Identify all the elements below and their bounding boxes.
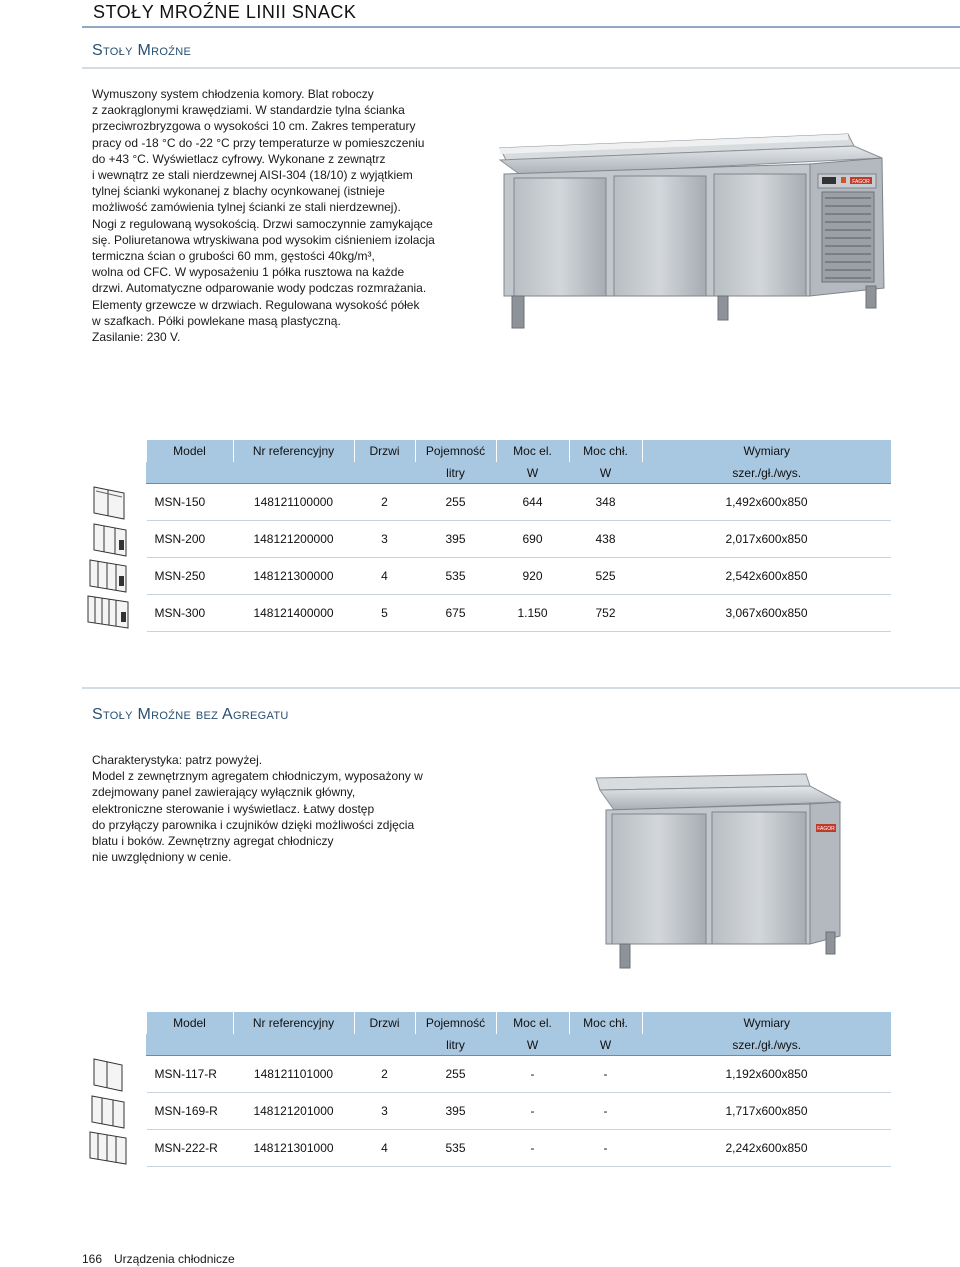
cell-dimensions: 2,542x600x850 bbox=[642, 558, 891, 595]
model-thumbnail-msn-150 bbox=[92, 485, 132, 521]
unit-cooling-power: W bbox=[569, 1034, 642, 1056]
cell-doors: 3 bbox=[354, 521, 415, 558]
unit-dimensions: szer./gł./wys. bbox=[642, 1034, 891, 1056]
cell-model: MSN-250 bbox=[147, 558, 234, 595]
unit-power: W bbox=[496, 462, 569, 484]
cell-dimensions: 1,492x600x850 bbox=[642, 484, 891, 521]
brand-logo: FAGOR bbox=[817, 826, 835, 832]
col-header-model: Model bbox=[147, 440, 234, 462]
table-row bbox=[147, 521, 892, 558]
cell-ref: 148121100000 bbox=[233, 484, 354, 521]
cell-power: 644 bbox=[496, 484, 569, 521]
cell-dimensions: 3,067x600x850 bbox=[642, 595, 891, 632]
cell-capacity: 535 bbox=[415, 1130, 496, 1167]
section-title-freezer-tables: Stoły Mroźne bbox=[92, 42, 192, 59]
unit-doors bbox=[354, 462, 415, 484]
cell-model: MSN-300 bbox=[147, 595, 234, 632]
cell-power: - bbox=[496, 1056, 569, 1093]
cell-dimensions: 1,192x600x850 bbox=[642, 1056, 891, 1093]
cell-power: 920 bbox=[496, 558, 569, 595]
col-header-doors: Drzwi bbox=[354, 440, 415, 462]
cell-model: MSN-169-R bbox=[147, 1093, 234, 1130]
col-header-ref: Nr referencyjny bbox=[233, 1012, 354, 1034]
cell-ref: 148121301000 bbox=[233, 1130, 354, 1167]
cell-doors: 2 bbox=[354, 1056, 415, 1093]
cell-model: MSN-117-R bbox=[147, 1056, 234, 1093]
table-row bbox=[147, 484, 892, 521]
col-header-capacity: Pojemność bbox=[415, 1012, 496, 1034]
section-divider bbox=[82, 67, 960, 69]
model-thumbnail-msn-200 bbox=[92, 522, 132, 558]
table-row bbox=[147, 1130, 892, 1167]
cell-ref: 148121300000 bbox=[233, 558, 354, 595]
unit-power: W bbox=[496, 1034, 569, 1056]
cell-model: MSN-150 bbox=[147, 484, 234, 521]
table-row bbox=[147, 595, 892, 632]
page-number: 166 bbox=[82, 1252, 103, 1266]
col-header-cooling-power: Moc chł. bbox=[569, 440, 642, 462]
col-header-cooling-power: Moc chł. bbox=[569, 1012, 642, 1034]
cell-doors: 3 bbox=[354, 1093, 415, 1130]
section-divider bbox=[82, 687, 960, 689]
cell-capacity: 395 bbox=[415, 521, 496, 558]
cell-cooling-power: - bbox=[569, 1056, 642, 1093]
cell-capacity: 255 bbox=[415, 1056, 496, 1093]
col-header-dimensions: Wymiary bbox=[642, 440, 891, 462]
table-row bbox=[147, 1093, 892, 1130]
cell-power: - bbox=[496, 1130, 569, 1167]
cell-dimensions: 2,242x600x850 bbox=[642, 1130, 891, 1167]
col-header-power: Moc el. bbox=[496, 1012, 569, 1034]
spec-table-remote-freezer bbox=[146, 1012, 891, 1167]
cell-cooling-power: - bbox=[569, 1130, 642, 1167]
brand-logo: FAGOR bbox=[852, 179, 870, 185]
col-header-model: Model bbox=[147, 1012, 234, 1034]
unit-capacity: litry bbox=[415, 1034, 496, 1056]
model-thumbnail-msn-169-r bbox=[90, 1094, 132, 1130]
model-thumbnail-msn-222-r bbox=[88, 1130, 132, 1166]
cell-doors: 5 bbox=[354, 595, 415, 632]
cell-cooling-power: - bbox=[569, 1093, 642, 1130]
section2-description-text: Charakterystyka: patrz powyżej. Model z zewnętrznym agregatem chłodniczym, wyposażony w zdejmowany panel zawierający wyłącznik główny, elektroniczne sterowanie i wyświetlacz. Łatwy dostęp do przyłączy parownika i czujników dzięki możliwości zdjęcia blatu i boków. Zewnętrzny agregat chłodniczy nie uwzględniony w cenie. bbox=[92, 753, 423, 865]
cell-model: MSN-200 bbox=[147, 521, 234, 558]
col-header-ref: Nr referencyjny bbox=[233, 440, 354, 462]
table-row bbox=[147, 558, 892, 595]
footer-label: Urządzenia chłodnicze bbox=[114, 1252, 235, 1266]
col-header-dimensions: Wymiary bbox=[642, 1012, 891, 1034]
unit-model bbox=[147, 1034, 234, 1056]
cell-ref: 148121400000 bbox=[233, 595, 354, 632]
cell-power: - bbox=[496, 1093, 569, 1130]
cell-capacity: 395 bbox=[415, 1093, 496, 1130]
model-thumbnail-msn-117-r bbox=[92, 1057, 132, 1093]
cell-dimensions: 2,017x600x850 bbox=[642, 521, 891, 558]
unit-model bbox=[147, 462, 234, 484]
freezer-table-product-image bbox=[492, 128, 892, 330]
unit-dimensions: szer./gł./wys. bbox=[642, 462, 891, 484]
title-rule bbox=[82, 26, 960, 28]
cell-capacity: 675 bbox=[415, 595, 496, 632]
cell-cooling-power: 752 bbox=[569, 595, 642, 632]
cell-power: 690 bbox=[496, 521, 569, 558]
cell-ref: 148121201000 bbox=[233, 1093, 354, 1130]
cell-doors: 4 bbox=[354, 1130, 415, 1167]
unit-doors bbox=[354, 1034, 415, 1056]
unit-cooling-power: W bbox=[569, 462, 642, 484]
cell-ref: 148121200000 bbox=[233, 521, 354, 558]
ventilation-grille bbox=[822, 192, 874, 282]
col-header-capacity: Pojemność bbox=[415, 440, 496, 462]
remote-freezer-table-product-image bbox=[592, 772, 850, 972]
cell-dimensions: 1,717x600x850 bbox=[642, 1093, 891, 1130]
unit-ref bbox=[233, 462, 354, 484]
cell-capacity: 535 bbox=[415, 558, 496, 595]
cell-ref: 148121101000 bbox=[233, 1056, 354, 1093]
section2-description bbox=[92, 752, 492, 865]
unit-capacity: litry bbox=[415, 462, 496, 484]
cell-model: MSN-222-R bbox=[147, 1130, 234, 1167]
spec-table-freezer bbox=[146, 440, 891, 632]
model-thumbnail-msn-300 bbox=[86, 594, 132, 630]
section1-description-text: Wymuszony system chłodzenia komory. Blat roboczy z zaokrąglonymi krawędziami. W standardzie tylna ścianka przeciwrozbryzgowa o wysokości 10 cm. Zakres temperatury pracy od -18 °C do -22 °C przy temperaturze w pomieszczeniu do +43 °C. Wyświetlacz cyfrowy. Wykonane z zewnątrz i wewnątrz ze stali nierdzewnej AISI-304 (18/10) z wyjątkiem tylnej ścianki wykonanej z blachy ocynkowanej (istnieje możliwość zamówienia tylnej ścianki ze stali nierdzewnej). Nogi z regulowaną wysokością. Drzwi samoczynnie zamykające się. Poliuretanowa wtryskiwana pod wysokim ciśnieniem izolacja termiczna ścian o grubości 60 mm, gęstości 40kg/m³, wolna od CFC. W wyposażeniu 1 półka rusztowa na każde drzwi. Automatyczne odparowanie wody podczas rozmrażania. Elementy grzewcze w drzwiach. Regulowana wysokość półek w szafkach. Półki powlekane masą plastyczną. Zasilanie: 230 V. bbox=[92, 87, 435, 345]
col-header-doors: Drzwi bbox=[354, 1012, 415, 1034]
cell-cooling-power: 438 bbox=[569, 521, 642, 558]
cell-cooling-power: 525 bbox=[569, 558, 642, 595]
section1-description bbox=[92, 86, 492, 345]
page-title: STOŁY MROŹNE LINII SNACK bbox=[93, 2, 357, 22]
cell-power: 1.150 bbox=[496, 595, 569, 632]
cell-capacity: 255 bbox=[415, 484, 496, 521]
col-header-power: Moc el. bbox=[496, 440, 569, 462]
section-title-freezer-tables-no-unit: Stoły Mroźne bez Agregatu bbox=[92, 706, 289, 723]
model-thumbnail-msn-250 bbox=[88, 558, 132, 594]
unit-ref bbox=[233, 1034, 354, 1056]
cell-cooling-power: 348 bbox=[569, 484, 642, 521]
table-row bbox=[147, 1056, 892, 1093]
cell-doors: 4 bbox=[354, 558, 415, 595]
cell-doors: 2 bbox=[354, 484, 415, 521]
